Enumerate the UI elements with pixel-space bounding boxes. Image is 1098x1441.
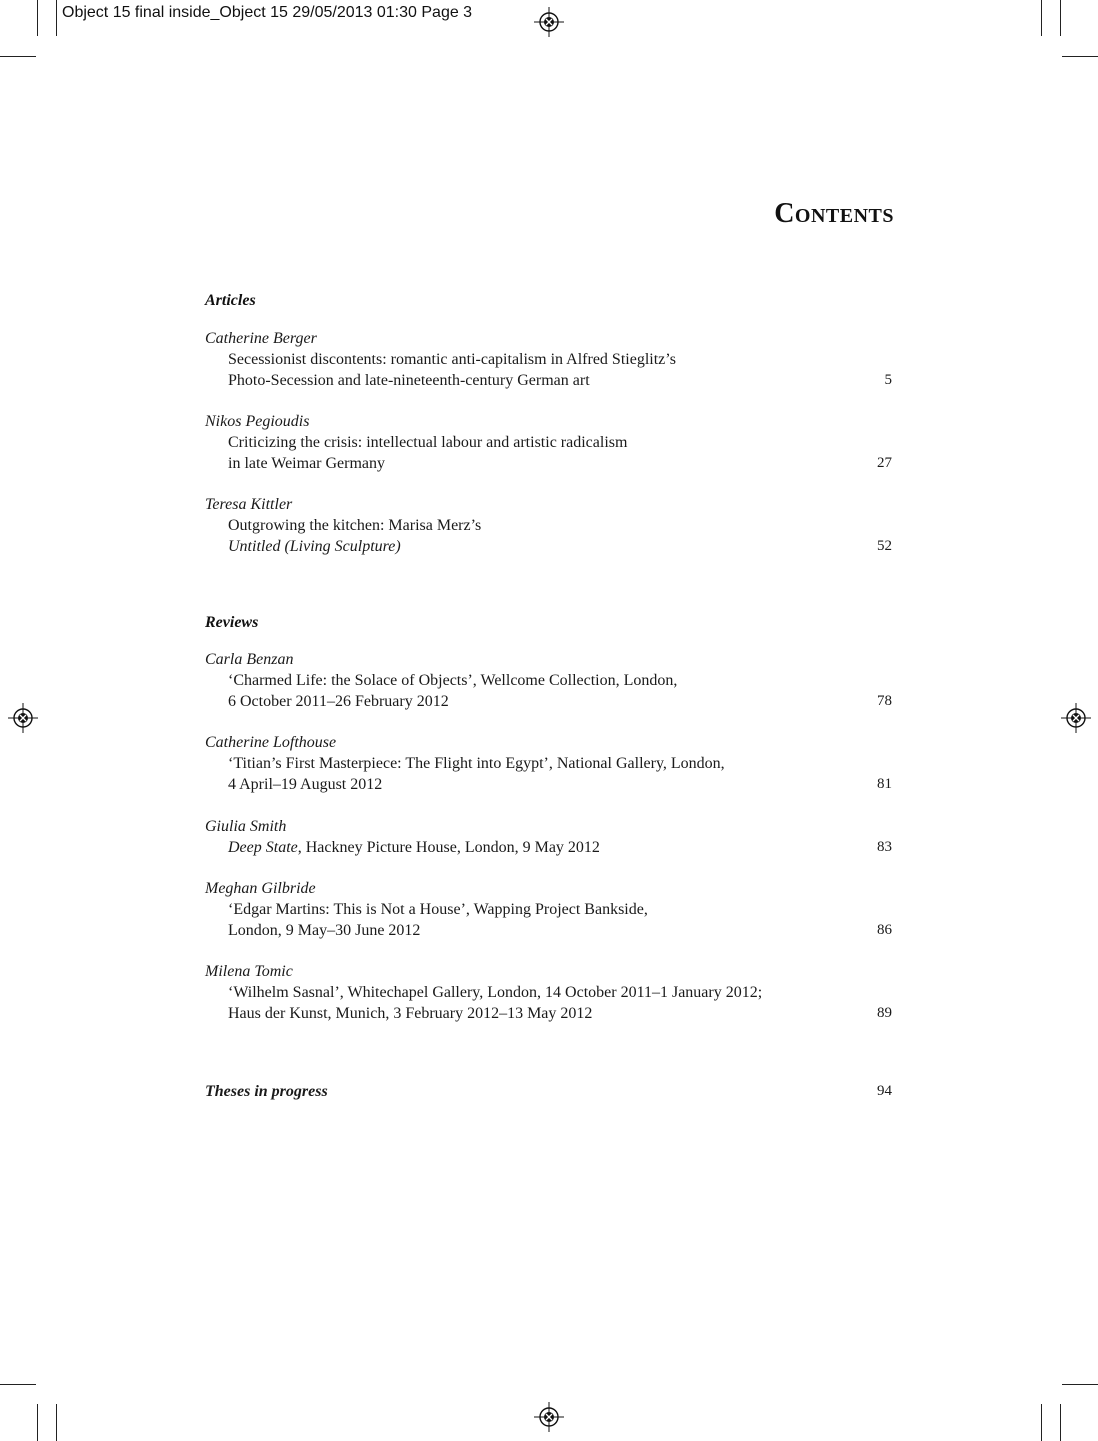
print-slug: Object 15 final inside_Object 15 29/05/2013 01:30 Page 3 (62, 4, 473, 21)
crop-mark (37, 0, 38, 36)
crop-mark (1041, 0, 1042, 36)
entry-title-line: Outgrowing the kitchen: Marisa Merz’s (228, 517, 482, 534)
entry-title-line: Photo-Secession and late-nineteenth-century German art (228, 372, 590, 389)
entry-author: Catherine Berger (205, 330, 317, 347)
crop-mark (0, 1384, 36, 1385)
entry-title-line: in late Weimar Germany (228, 455, 386, 472)
crop-mark (1041, 1404, 1042, 1441)
toc-entry[interactable] (205, 961, 895, 1024)
toc-entry[interactable] (205, 494, 895, 557)
entry-page-number: 81 (877, 776, 892, 792)
crop-mark (1062, 1384, 1098, 1385)
entry-title-line: Secessionist discontents: romantic anti-capitalism in Alfred Stieglitz’s (228, 351, 676, 368)
section-heading-articles: Articles (205, 292, 256, 309)
entry-title-line (205, 837, 895, 858)
crop-mark (1060, 0, 1061, 36)
entry-title-line: London, 9 May–30 June 2012 (228, 922, 421, 939)
entry-page-number: 83 (877, 839, 892, 855)
entry-title-line: ‘Wilhelm Sasnal’, Whitechapel Gallery, London, 14 October 2011–1 January 2012; (228, 984, 763, 1001)
section-heading-reviews: Reviews (205, 614, 259, 631)
entry-page-number: 27 (877, 455, 892, 471)
entry-page-number: 89 (877, 1005, 892, 1021)
entry-title-line: 4 April–19 August 2012 (228, 776, 383, 793)
entry-author: Catherine Lofthouse (205, 734, 337, 751)
registration-mark-icon (534, 1402, 564, 1432)
crop-mark (56, 1404, 57, 1441)
entry-title-rest: , Hackney Picture House, London, 9 May 2012 (297, 839, 600, 856)
entry-title-line: Haus der Kunst, Munich, 3 February 2012–13 May 2012 (228, 1005, 593, 1022)
entry-page-number: 5 (884, 372, 892, 388)
entry-author: Meghan Gilbride (205, 880, 316, 897)
registration-mark-icon (8, 703, 38, 733)
page-title: Contents (774, 198, 894, 229)
toc-entry-theses[interactable] (205, 1081, 895, 1102)
entry-title-line: Untitled (Living Sculpture) (228, 538, 401, 555)
entry-page-number: 78 (877, 693, 892, 709)
toc-entry[interactable] (205, 328, 895, 391)
entry-author: Carla Benzan (205, 651, 294, 668)
crop-mark (1060, 1404, 1061, 1441)
toc-entry[interactable] (205, 878, 895, 941)
entry-title-italic: Deep State (228, 839, 298, 856)
entry-author: Giulia Smith (205, 818, 287, 835)
entry-page-number: 52 (877, 538, 892, 554)
entry-title-line: ‘Edgar Martins: This is Not a House’, Wapping Project Bankside, (228, 901, 648, 918)
entry-title-line: 6 October 2011–26 February 2012 (228, 693, 449, 710)
entry-title-line: ‘Charmed Life: the Solace of Objects’, Wellcome Collection, London, (228, 672, 678, 689)
registration-mark-icon (534, 7, 564, 37)
registration-mark-icon (1061, 703, 1091, 733)
entry-title-line: ‘Titian’s First Masterpiece: The Flight into Egypt’, National Gallery, London, (228, 755, 725, 772)
entry-author: Milena Tomic (205, 963, 293, 980)
entry-page-number: 94 (877, 1083, 892, 1099)
toc-entry[interactable] (205, 816, 895, 858)
entry-page-number: 86 (877, 922, 892, 938)
crop-mark (56, 0, 57, 36)
toc-entry[interactable] (205, 732, 895, 795)
entry-author: Nikos Pegioudis (205, 413, 310, 430)
crop-mark (0, 56, 36, 57)
crop-mark (37, 1404, 38, 1441)
section-heading-theses: Theses in progress (205, 1083, 328, 1100)
entry-author: Teresa Kittler (205, 496, 293, 513)
entry-title-line: Criticizing the crisis: intellectual labour and artistic radicalism (228, 434, 628, 451)
toc-entry[interactable] (205, 649, 895, 712)
crop-mark (1062, 56, 1098, 57)
toc-entry[interactable] (205, 411, 895, 474)
